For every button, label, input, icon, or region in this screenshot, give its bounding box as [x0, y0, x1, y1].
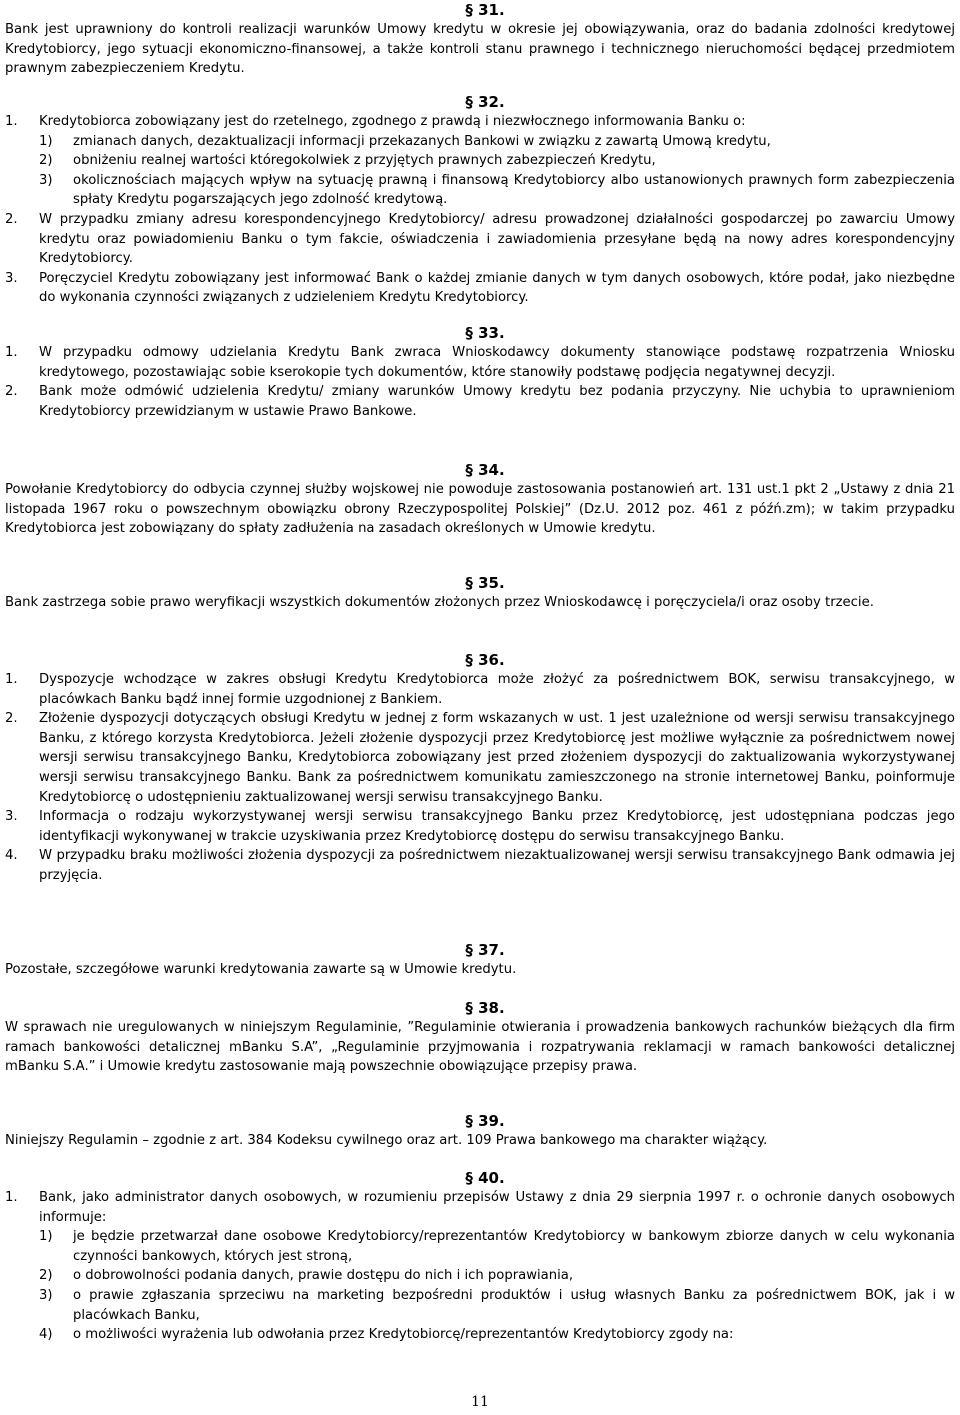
item-text: je będzie przetwarzał dane osobowe Kredytobiorcy/reprezentantów Kredytobiorcy w bankowym zbiorze danych w celu wykonania czynności bankowych, których jest stroną, [73, 1229, 955, 1264]
sub-list-item [39, 1266, 955, 1286]
section-40 [5, 1168, 955, 1345]
item-number: 2. [5, 384, 18, 400]
item-number: 3) [39, 172, 53, 188]
section-title: § 35. [465, 574, 505, 592]
sub-list-item [39, 1286, 955, 1325]
item-number: 1. [5, 1190, 18, 1205]
item-text: Informacja o rodzaju wykorzystywanej wersji serwisu transakcyjnego Banku przez Kredytobiorcę, jest udostępniana podczas jego identyfikacji wykonywanej w trakcie uzyskiwania przez Kredytobiorcę dostępu do serwisu transakcyjnego Banku. [39, 809, 955, 844]
section-35 [5, 573, 955, 613]
item-number: 1. [5, 114, 18, 129]
section-title: § 34. [465, 461, 505, 479]
sub-list-item [39, 1325, 955, 1345]
section-title: § 33. [465, 324, 505, 342]
list-item [5, 846, 955, 885]
paragraph: Pozostałe, szczegółowe warunki kredytowania zawarte są w Umowie kredytu. [5, 962, 517, 977]
item-text: Kredytobiorca zobowiązany jest do rzetelnego, zgodnego z prawdą i niezwłocznego informowania Banku o: [39, 114, 746, 129]
sub-list-item [39, 1227, 955, 1266]
item-number: 1. [5, 672, 18, 687]
section-title: § 38. [465, 999, 505, 1017]
item-text: Poręczyciel Kredytu zobowiązany jest informować Bank o każdej zmianie danych w tym danych osobowych, które podał, jako niezbędne do wykonania czynności związanych z udzieleniem Kredytu Kredytobiorcy. [39, 270, 955, 306]
item-text: o dobrowolności podania danych, prawie dostępu do nich i ich poprawiania, [73, 1268, 574, 1284]
item-text: Dyspozycje wchodzące w zakres obsługi Kredytu Kredytobiorca może złożyć za pośrednictwem BOK, serwisu transakcyjnego, w placówkach Banku bądź innej formie uzgodnionej z Bankiem. [39, 672, 955, 707]
item-text: W przypadku odmowy udzielania Kredytu Bank zwraca Wnioskodawcy dokumenty stanowiące podstawę rozpatrzenia Wniosku kredytowego, pozostawiając sobie kserokopie tych dokumentów, które stanowiły podstawę podjęcia negatywnej decyzji. [39, 345, 955, 380]
item-text: Bank, jako administrator danych osobowych, w rozumieniu przepisów Ustawy z dnia 29 sierpnia 1997 r. o ochronie danych osobowych informuje: [39, 1190, 955, 1225]
section-title: § 36. [465, 651, 505, 669]
list-item [5, 269, 955, 308]
list-item [5, 1188, 955, 1227]
item-text: W przypadku braku możliwości złożenia dyspozycji za pośrednictwem niezaktualizowanej wersji serwisu transakcyjnego Bank odmawia jej przyjęcia. [39, 848, 955, 883]
section-title: § 39. [465, 1112, 505, 1130]
list-item [5, 670, 955, 709]
section-title: § 32. [465, 93, 505, 111]
item-text: okolicznościach mających wpływ na sytuację prawną i finansową Kredytobiorcy albo ustanowionych prawnych form zabezpieczenia spłaty Kredytu pogarszających jego zdolność kredytową. [73, 172, 955, 208]
section-title: § 40. [465, 1169, 505, 1187]
list-item [5, 112, 955, 132]
list-item [5, 210, 955, 269]
item-number: 1. [5, 345, 18, 360]
item-text: W przypadku zmiany adresu korespondencyjnego Kredytobiorcy/ adresu prowadzonej działalności gospodarczej po zawarciu Umowy kredytu oraz powiadomieniu Banku o tym fakcie, oświadczenia i zawiadomienia przesyłane będą na nowy adres korespondencyjny Kredytobiorcy. [39, 211, 955, 267]
item-number: 3. [5, 809, 18, 825]
item-number: 4. [5, 848, 18, 864]
section-31 [5, 0, 955, 79]
paragraph: Niniejszy Regulamin – zgodnie z art. 384 Kodeksu cywilnego oraz art. 109 Prawa bankowego ma charakter wiążący. [5, 1133, 768, 1148]
section-33 [5, 323, 955, 421]
item-number: 3) [39, 1287, 53, 1303]
item-text: Złożenie dyspozycji dotyczących obsługi Kredytu w jednej z form wskazanych w ust. 1 jest uzależnione od wersji serwisu transakcyjnego Banku, z którego korzysta Kredytobiorca. Jeżeli złożenie dyspozycji przez Kredytobiorcę jest możliwe wyłącznie za pośrednictwem nowej wersji serwisu transakcyjnego Banku, Kredytobiorca zobowiązany jest przed złożeniem dyspozycji do zaktualizowania wykorzystywanej wersji serwisu transakcyjnego Banku. Bank za pośrednictwem komunikatu zamieszczonego na stronie internetowej Banku, poinformuje Kredytobiorcę o udostępnieniu zaktualizowanej wersji serwisu transakcyjnego Banku. [39, 711, 955, 805]
sub-list-item [39, 151, 955, 171]
section-39 [5, 1111, 955, 1151]
item-number: 1) [39, 133, 53, 149]
section-32 [5, 92, 955, 308]
item-number: 1) [39, 1229, 53, 1245]
item-text: obniżeniu realnej wartości któregokolwiek z przyjętych prawnych zabezpieczeń Kredytu, [73, 153, 656, 169]
sub-list-item [39, 171, 955, 210]
item-number: 3. [5, 270, 18, 286]
item-number: 4) [39, 1327, 53, 1343]
item-text: Bank może odmówić udzielenia Kredytu/ zmiany warunków Umowy kredytu bez podania przyczyny. Nie uchybia to uprawnieniom Kredytobiorcy przewidzianym w ustawie Prawo Bankowe. [39, 384, 955, 419]
list-item [5, 382, 955, 421]
paragraph: Bank zastrzega sobie prawo weryfikacji wszystkich dokumentów złożonych przez Wnioskodawcę i poręczyciela/i oraz osoby trzecie. [5, 595, 874, 610]
paragraph: Powołanie Kredytobiorcy do odbycia czynnej służby wojskowej nie powoduje zastosowania postanowień art. 131 ust.1 pkt 2 „Ustawy z dnia 21 listopada 1967 roku o powszechnym obowiązku obrony Rzeczypospolitej Polskiej” (Dz.U. 2012 poz. 461 z późń.zm); w takim przypadku Kredytobiorca jest zobowiązany do spłaty zadłużenia na zasadach określonych w Umowie kredytu. [5, 482, 955, 537]
list-item [5, 709, 955, 807]
paragraph: Bank jest uprawniony do kontroli realizacji warunków Umowy kredytu w okresie jej obowiązywania, oraz do badania zdolności kredytowej Kredytobiorcy, jego sytuacji ekonomiczno-finansowej, a także kontroli stanu prawnego i technicznego nieruchomości będącej przedmiotem prawnym zabezpieczeniem Kredytu. [5, 22, 955, 77]
section-title: § 31. [465, 1, 505, 19]
section-37 [5, 940, 955, 980]
list-item [5, 343, 955, 382]
section-38 [5, 998, 955, 1077]
item-number: 2. [5, 211, 18, 227]
section-title: § 37. [465, 941, 505, 959]
sub-list-item [39, 132, 955, 152]
item-text: o możliwości wyrażenia lub odwołania przez Kredytobiorcę/reprezentantów Kredytobiorcy zgody na: [73, 1327, 734, 1343]
item-text: o prawie zgłaszania sprzeciwu na marketing bezpośredni produktów i usług własnych Banku za pośrednictwem BOK, jak i w placówkach Banku, [73, 1287, 955, 1323]
item-number: 2) [39, 1268, 53, 1284]
page-number: 11 [471, 1394, 489, 1410]
item-text: zmianach danych, dezaktualizacji informacji przekazanych Bankowi w związku z zawartą Umową kredytu, [73, 133, 771, 149]
item-number: 2) [39, 153, 53, 169]
section-36 [5, 650, 955, 886]
paragraph: W sprawach nie uregulowanych w niniejszym Regulaminie, ”Regulaminie otwierania i prowadzenia bankowych rachunków bieżących dla firm ramach bankowości detalicznej mBanku S.A”, „Regulaminie przyjmowania i rozpatrywania reklamacji w ramach bankowości detalicznej mBanku S.A.” i Umowie kredytu zastosowanie mają powszechnie obowiązujące przepisy prawa. [5, 1020, 955, 1075]
list-item [5, 807, 955, 846]
item-number: 2. [5, 711, 18, 727]
section-34 [5, 460, 955, 539]
